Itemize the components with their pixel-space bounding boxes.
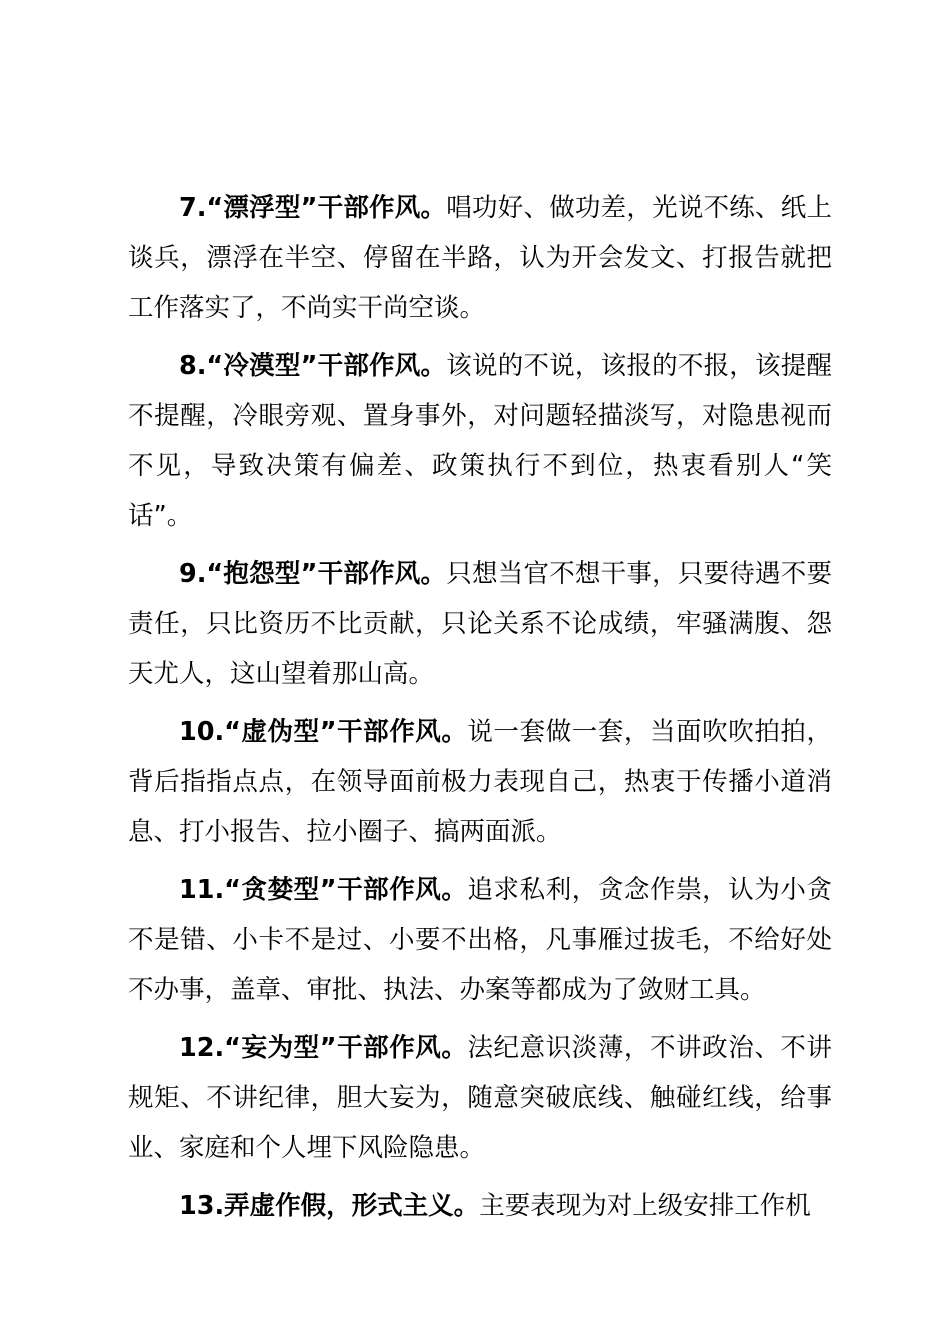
paragraph-body: 说一套做一套，当面吹吹拍拍，背后指指点点，在领导面前极力表现自己，热衷于传播小道消息、打小报告、拉小圈子、搞两面派。 [128, 717, 832, 847]
paragraph-heading: 11.“贪婪型”干部作风。 [179, 875, 468, 905]
paragraph-heading: 9.“抱怨型”干部作风。 [179, 559, 447, 589]
paragraph-8 [128, 341, 832, 541]
paragraph-12 [128, 1023, 832, 1173]
paragraph-body: 法纪意识淡薄，不讲政治、不讲规矩、不讲纪律，胆大妄为，随意突破底线、触碰红线，给事业、家庭和个人埋下风险隐患。 [128, 1033, 832, 1163]
paragraph-7 [128, 183, 832, 333]
paragraph-heading: 13.弄虚作假，形式主义。 [179, 1191, 480, 1221]
paragraph-heading: 12.“妄为型”干部作风。 [179, 1033, 468, 1063]
paragraph-13 [128, 1181, 832, 1231]
paragraph-body: 唱功好、做功差，光说不练、纸上谈兵，漂浮在半空、停留在半路，认为开会发文、打报告就把工作落实了，不尚实干尚空谈。 [128, 193, 832, 323]
paragraph-heading: 8.“冷漠型”干部作风。 [179, 351, 447, 381]
paragraph-body: 主要表现为对上级安排工作机 [479, 1191, 811, 1221]
paragraph-9 [128, 549, 832, 699]
paragraph-11 [128, 865, 832, 1015]
document-page [128, 183, 832, 1239]
paragraph-heading: 10.“虚伪型”干部作风。 [179, 717, 468, 747]
paragraph-body: 追求私利，贪念作祟，认为小贪不是错、小卡不是过、小要不出格，凡事雁过拔毛，不给好处不办事，盖章、审批、执法、办案等都成为了敛财工具。 [128, 875, 832, 1005]
paragraph-heading: 7.“漂浮型”干部作风。 [179, 193, 447, 223]
paragraph-body: 该说的不说，该报的不报，该提醒不提醒，冷眼旁观、置身事外，对问题轻描淡写，对隐患视而不见，导致决策有偏差、政策执行不到位，热衷看别人“笑话”。 [128, 351, 832, 531]
paragraph-body: 只想当官不想干事，只要待遇不要责任，只比资历不比贡献，只论关系不论成绩，牢骚满腹、怨天尤人，这山望着那山高。 [128, 559, 832, 689]
paragraph-10 [128, 707, 832, 857]
